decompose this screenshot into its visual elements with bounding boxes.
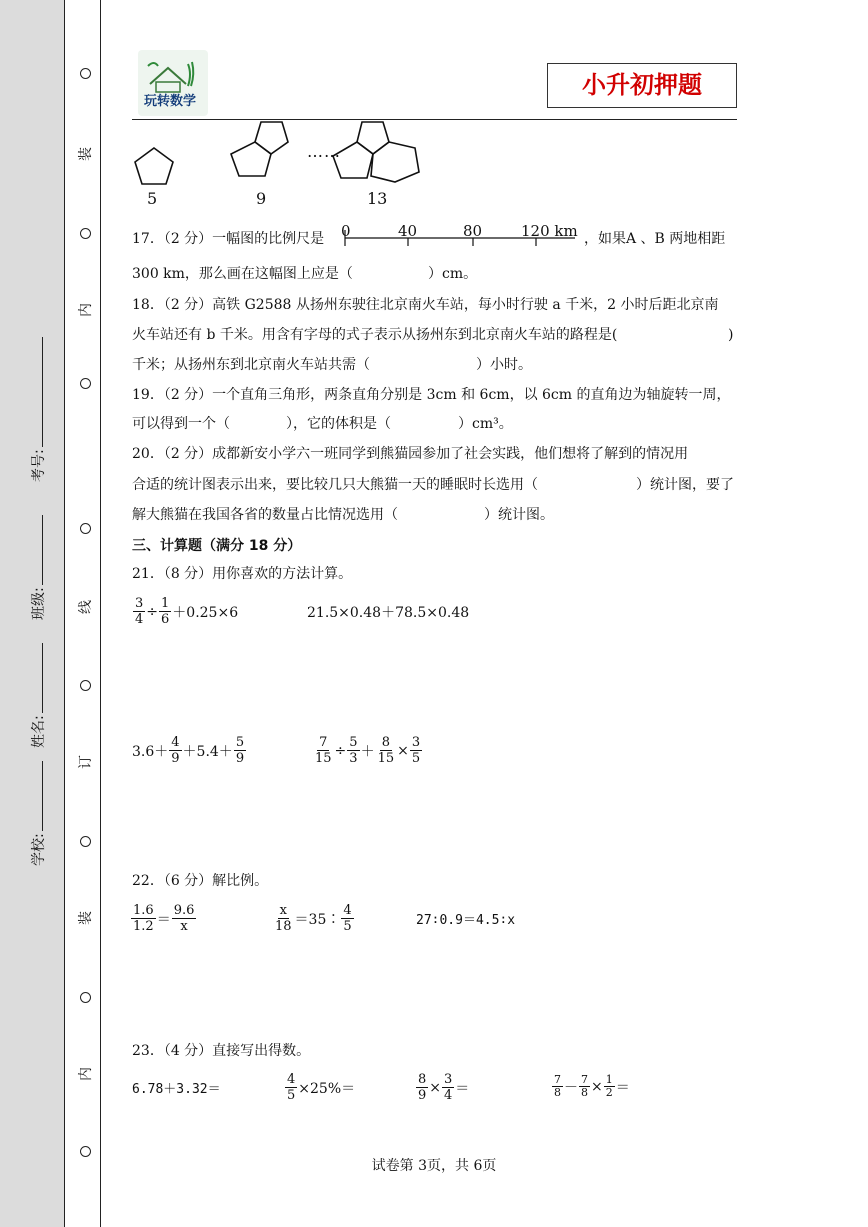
q19-line2a: 可以得到一个（ [132,416,230,432]
title-box [547,63,737,108]
q22-expr-2: $\frac{x}{18}$ ＝35∶ $\frac{4}{5}$ [275,903,352,934]
pentagon-pattern-figure [125,118,455,193]
page-footer: 试卷第 3页，共 6页 [371,1158,497,1174]
q17-line2b: ）cm。 [428,266,478,282]
q23-expr-3: $\frac{8}{9}$ × $\frac{3}{4}$ ＝ [418,1072,470,1103]
pattern-ellipsis: …… [307,142,341,161]
q20-line2a: 合适的统计图表示出来，要比较几只大熊猫一天的睡眠时长选用（ [132,477,538,493]
q22-title: 22．（6 分）解比例。 [132,873,269,889]
q21-expr-4: $\frac{7}{15}$ ÷ $\frac{5}{3}$ ＋ $\frac{8}{15}$ × $\frac{3}{5}$ [315,735,421,766]
logo [138,50,208,116]
q23-title: 23．（4 分）直接写出得数。 [132,1043,311,1059]
seal-char: 订 [78,755,94,769]
q18-line3a: 千米；从扬州东到北京南火车站共需（ [132,357,370,373]
q19-line2b: ），它的体积是（ [286,416,391,432]
q17-line1a: 17．（2 分）一幅图的比例尺是 [132,231,325,247]
q21-title: 21．（8 分）用你喜欢的方法计算。 [132,566,353,582]
binding-circle [80,523,91,534]
field-class: 班级: [28,513,48,620]
q18-line3b: ）小时。 [476,357,532,373]
q22-expr-1: $\frac{1.6}{1.2}$ ＝ $\frac{9.6}{x}$ [133,903,195,934]
q21-expr-2: 21.5×0.48＋78.5×0.48 [307,605,470,621]
scale-tick: 80 [463,222,483,240]
page-title: 小升初押题 [582,71,702,99]
scale-tick: 0 [341,222,351,240]
field-exam-number: 考号: [28,335,48,482]
seal-char: 内 [78,303,94,317]
binding-circle [80,378,91,389]
q20-line3a: 解大熊猫在我国各省的数量占比情况选用（ [132,507,398,523]
binding-circle [80,68,91,79]
binding-circle [80,228,91,239]
q21-expr-1: $\frac{3}{4}$ ÷ $\frac{1}{6}$ ＋0.25×6 [135,596,239,627]
q21-expr-3: 3.6＋ $\frac{4}{9}$ ＋5.4＋ $\frac{5}{9}$ [132,735,245,766]
binding-circle [80,992,91,1003]
q17-line1b: ，如果A 、B 两地相距 [584,231,726,247]
q17-line2a: 300 km，那么画在这幅图上应是（ [132,266,353,282]
binding-line-2 [100,0,101,1227]
scale-tick: 40 [398,222,418,240]
logo-text: 玩转数学 [144,94,197,109]
q20-line2b: ）统计图，要了 [636,477,734,493]
binding-line-1 [64,0,65,1227]
q20-line3b: ）统计图。 [484,507,554,523]
q23-expr-4: $\frac{7}{8}$ － $\frac{7}{8}$ × $\frac{1}{2}$ ＝ [554,1073,630,1099]
q18-line2-close: ) [728,327,734,343]
field-name: 姓名: [28,641,48,748]
binding-circle [80,836,91,847]
q23-expr-1: 6.78＋3.32＝ [132,1082,221,1097]
seal-char: 装 [78,911,94,925]
q19-line2c: ）cm³。 [458,416,513,432]
section-title: 三、计算题（满分 18 分） [132,538,302,554]
q19-line1: 19．（2 分）一个直角三角形，两条直角分别是 3cm 和 6cm，以 6cm 的直角边为轴旋转一周， [132,387,731,403]
binding-circle [80,680,91,691]
q22-expr-3: 27∶0.9＝4.5∶x [416,913,516,928]
q20-line1: 20．（2 分）成都新安小学六一班同学到熊猫园参加了社会实践，他们想将了解到的情况用 [132,446,689,462]
field-school: 学校: [28,759,48,866]
q23-expr-2: $\frac{4}{5}$ ×25%＝ [287,1072,356,1103]
figure-label: 13 [367,189,388,208]
figure-label: 9 [256,189,267,208]
scale-tick: 120 km [521,222,578,240]
seal-char: 线 [78,600,94,614]
seal-char: 内 [78,1067,94,1081]
q18-line1: 18．（2 分）高铁 G2588 从扬州东驶往北京南火车站，每小时行驶 a 千米，2 小时后距北京南 [132,297,719,313]
q18-line2: 火车站还有 b 千米。用含有字母的式子表示从扬州东到北京南火车站的路程是( [132,327,618,343]
figure-label: 5 [147,189,158,208]
seal-char: 装 [78,147,94,161]
